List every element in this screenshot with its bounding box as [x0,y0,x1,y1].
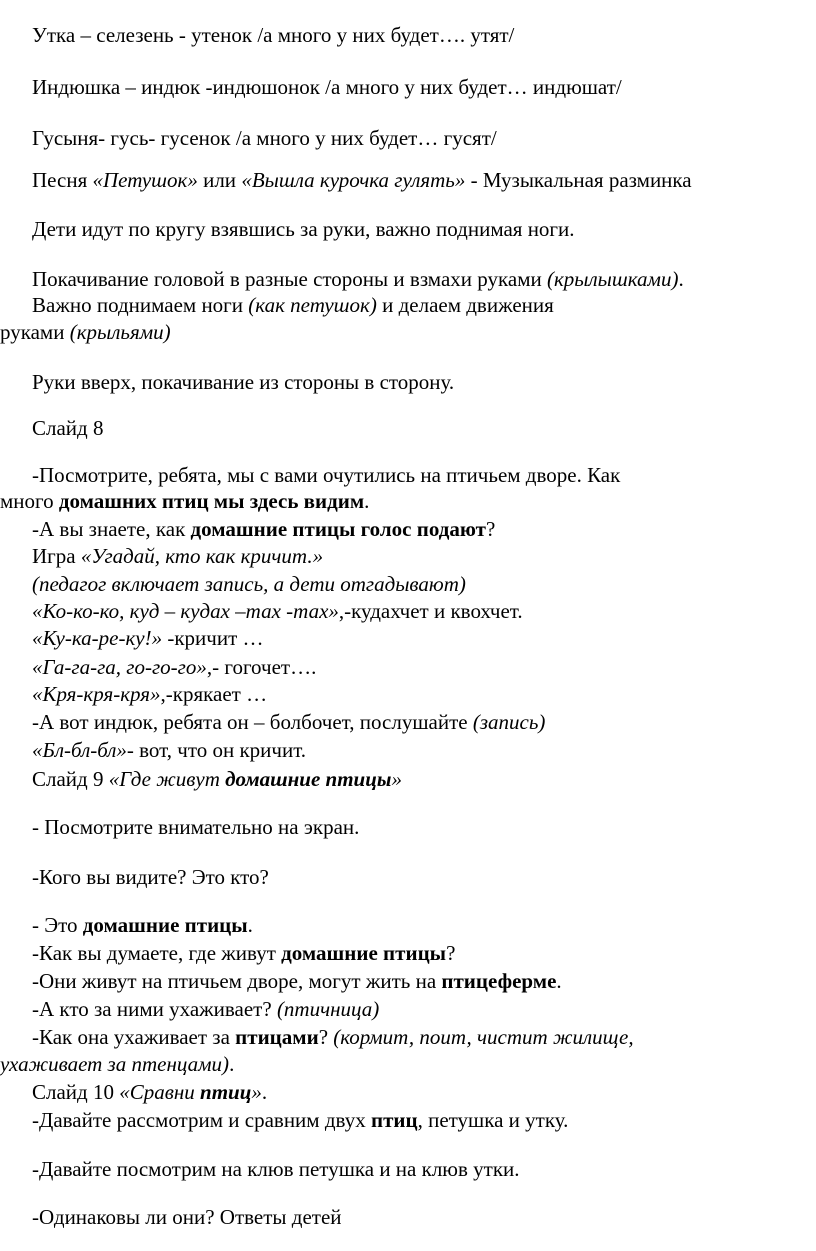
text-run: Гусыня- гусь- гусенок /а много у них будет… гусят/ [32,126,497,150]
text-run: руками [0,320,70,344]
text-run: . [247,913,253,937]
text-line [32,1156,520,1182]
text-run: много [0,489,59,513]
text-run: -Давайте рассмотрим и сравним двух [32,1108,371,1132]
text-run: (крыльями) [69,320,171,344]
text-run: «Угадай, кто как кричит.» [80,544,324,568]
text-line [32,681,267,707]
text-run: - Это [32,913,83,937]
text-run: «Кря-кря-кря» [32,682,161,706]
text-line [32,543,323,569]
text-line [32,709,545,735]
text-line [32,1204,342,1230]
text-run: - Музыкальная разминка [465,168,692,192]
text-line [0,488,369,514]
text-run: . [364,489,370,513]
text-line [32,415,103,441]
text-run: -Давайте посмотрим на клюв петушка и на клюв утки. [32,1157,520,1181]
text-run: Руки вверх, покачивание из стороны в сторону. [32,370,455,394]
text-run: -А кто за ними ухаживает? [32,997,277,1021]
text-run: . [229,1052,235,1076]
text-run: ухаживает за птенцами) [0,1052,230,1076]
text-line [32,1024,634,1050]
text-line [0,319,171,345]
text-run: Слайд 9 [32,767,109,791]
text-run: птиц [370,1108,418,1132]
text-run: Песня [32,168,93,192]
text-line [32,737,306,763]
text-run: птицами [235,1025,319,1049]
text-line [32,1079,267,1105]
text-line [32,766,402,792]
text-line [32,167,692,193]
text-run: птицеферме [441,969,557,993]
text-run: «Бл-бл-бл» [32,738,127,762]
text-run: , петушка и утку. [417,1108,569,1132]
text-line [32,940,455,966]
text-run: «Га-га-га, го-го-го» [32,655,207,679]
text-run: ,-кудахчет и квохчет. [338,599,523,623]
text-run: Игра [32,544,81,568]
text-run: -Как вы думаете, где живут [32,941,282,965]
text-run: «Вышла курочка гулять» [241,168,466,192]
text-run: или [197,168,242,192]
text-line [32,996,379,1022]
text-run: -А вы знаете, как [32,517,191,541]
text-line [32,1107,568,1133]
text-run: - Посмотрите внимательно на экран. [32,815,360,839]
text-run: домашние птицы [281,941,447,965]
text-run: «Сравни [119,1080,201,1104]
text-line [32,125,497,151]
text-run: домашние птицы [225,767,392,791]
text-run: (кормит, поит, чистит жилище, [333,1025,634,1049]
text-run: ,-крякает … [160,682,268,706]
text-run: Слайд 8 [32,416,104,440]
text-run: -Они живут на птичьем дворе, могут жить на [32,969,442,993]
text-run: -Одинаковы ли они? Ответы детей [32,1205,342,1229]
text-run: . [556,969,562,993]
text-line [32,814,359,840]
text-run: Покачивание головой в разные стороны и взмахи руками [32,267,547,291]
text-line [32,912,253,938]
text-line [0,1051,234,1077]
text-line [32,74,622,100]
text-line [32,266,684,292]
text-run: » [251,1080,262,1104]
text-run: -Посмотрите, ребята, мы с вами очутились на птичьем дворе. Как [32,463,621,487]
text-run: «Ку-ка-ре-ку!» [32,626,163,650]
text-run: Утка – селезень - утенок /а много у них будет…. утят/ [32,23,515,47]
text-run: - вот, что он кричит. [126,738,307,762]
text-run: Слайд 10 [32,1080,120,1104]
text-run: (педагог включает запись, а дети отгадывают) [32,572,466,596]
text-line [32,864,269,890]
text-run: ? [318,1025,334,1049]
text-line [32,462,620,488]
text-run: ? [446,941,456,965]
text-line [32,598,523,624]
text-run: домашних птиц мы здесь видим [58,489,365,513]
text-line [32,216,575,242]
text-run: домашние птицы голос подают [190,517,486,541]
text-run: -Как она ухаживает за [32,1025,236,1049]
text-line [32,654,316,680]
text-line [32,968,562,994]
text-run: » [391,767,402,791]
text-run: птиц [200,1080,252,1104]
text-line [32,625,264,651]
text-run: . [678,267,684,291]
text-run: Дети идут по кругу взявшись за руки, важно поднимая ноги. [32,217,575,241]
text-run: «Где живут [108,767,226,791]
text-run: -А вот индюк, ребята он – болбочет, послушайте [32,710,473,734]
text-run: Важно поднимаем ноги [32,293,249,317]
text-run: домашние птицы [82,913,248,937]
text-run: -кричит … [162,626,264,650]
text-run: ? [485,517,496,541]
text-run: . [261,1080,268,1104]
text-run: (птичница) [276,997,380,1021]
text-run: и делаем движения [376,293,554,317]
text-run: (крылышками) [546,267,679,291]
text-line [32,516,495,542]
text-line [32,292,554,318]
text-run: ,- гогочет…. [206,655,317,679]
text-run: Индюшка – индюк -индюшонок /а много у них будет… индюшат/ [32,75,622,99]
text-run: «Ко-ко-ко, куд – кудах –тах -тах» [32,599,339,623]
text-run: «Петушок» [92,168,198,192]
text-run: (запись) [472,710,546,734]
text-run: -Кого вы видите? Это кто? [32,865,269,889]
text-line [32,571,466,597]
text-line [32,22,514,48]
text-line [32,369,454,395]
text-run: (как петушок) [248,293,377,317]
